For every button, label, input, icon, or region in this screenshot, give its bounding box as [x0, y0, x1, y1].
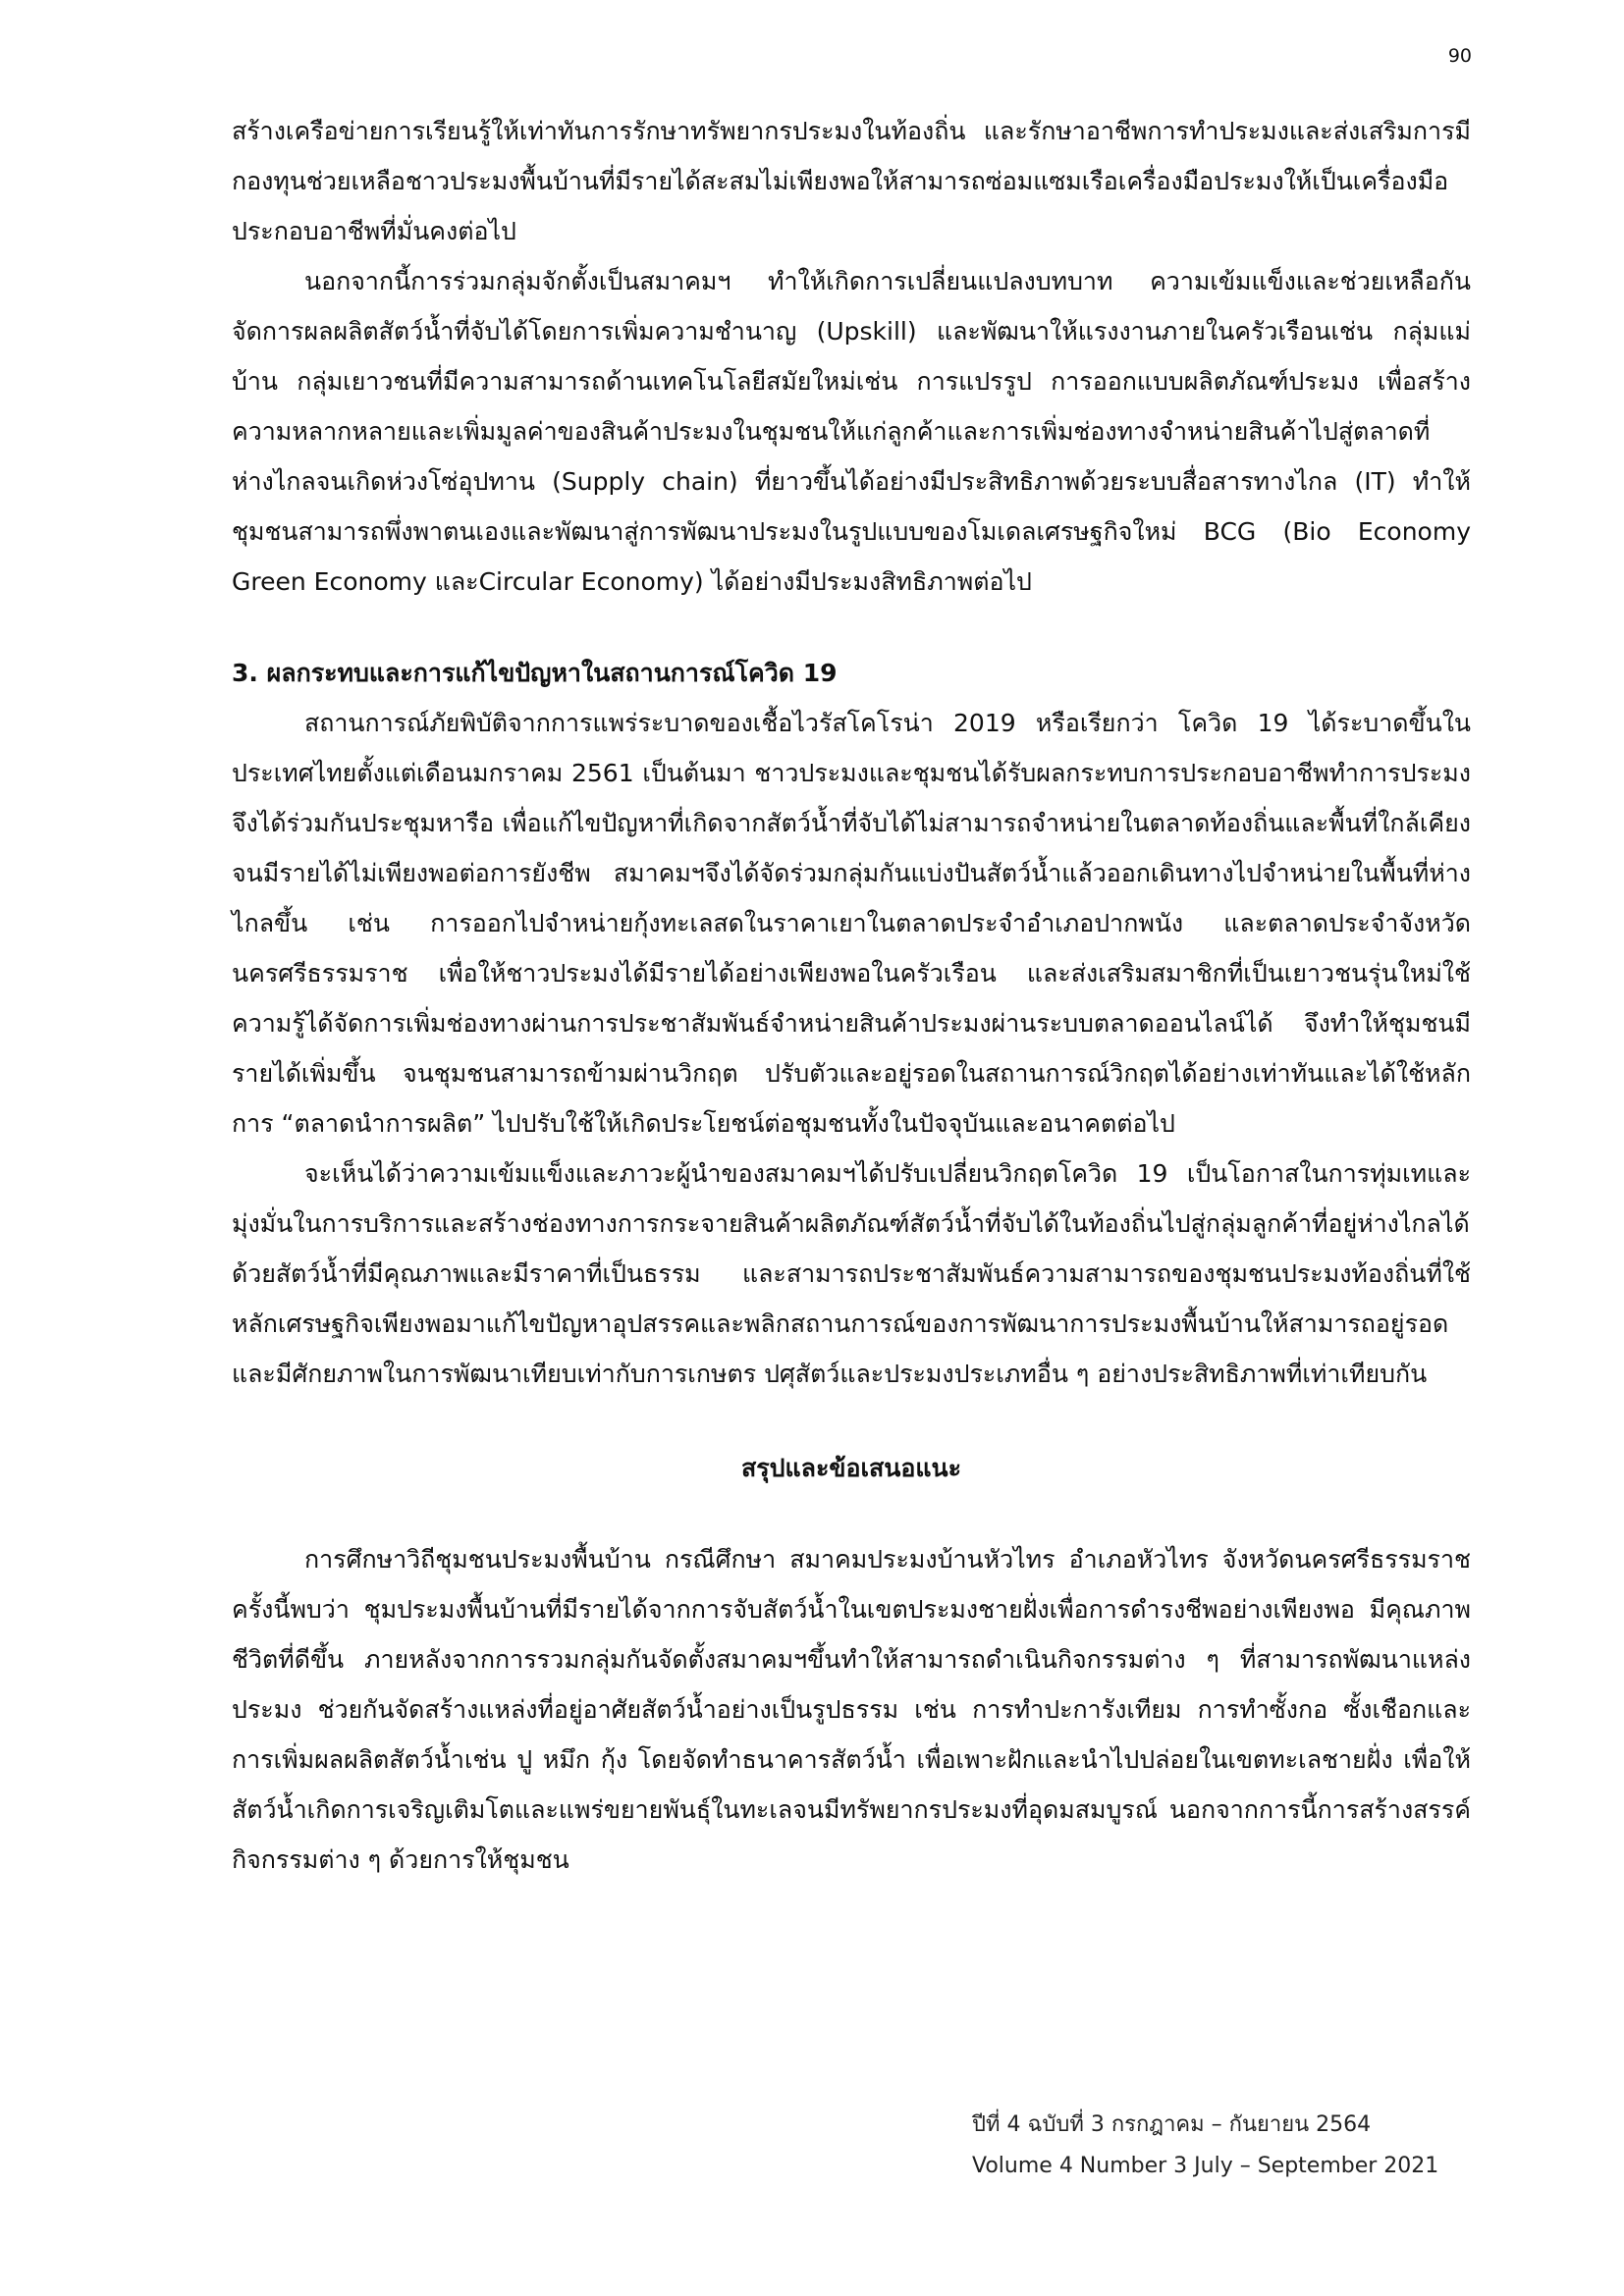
journal-footer [972, 2105, 1438, 2187]
paragraph-summary: การศึกษาวิถีชุมชนประมงพื้นบ้าน กรณีศึกษา สมาคมประมงบ้านหัวไทร อำเภอหัวไทร จังหวัดนครศรีธรรมราช ครั้งนี้พบว่า ชุมประมงพื้นบ้านที่มีรายได้จากการจับสัตว์น้ำในเขตประมงชายฝั่งเพื่อการดำรงชีพอย่างเพียงพอ มีคุณภาพชีวิตที่ดีขึ้น ภายหลังจากการรวมกลุ่มกันจัดตั้งสมาคมฯขึ้นทำให้สามารถดำเนินกิจกรรมต่าง ๆ ที่สามารถพัฒนาแหล่งประมง ช่วยกันจัดสร้างแหล่งที่อยู่อาศัยสัตว์น้ำอย่างเป็นรูปธรรม เช่น การทำปะการังเทียม การทำซั้งกอ ซั้งเชือกและการเพิ่มผลผลิตสัตว์น้ำเช่น ปู หมึก กุ้ง โดยจัดทำธนาคารสัตว์น้ำ เพื่อเพาะฝักและนำไปปล่อยในเขตทะเลชายฝั่ง เพื่อให้สัตว์น้ำเกิดการเจริญเติมโตและแพร่ขยายพันธุ์ในทะเลจนมีทรัพยากรประมงที่อุดมสมบูรณ์ นอกจากการนี้การสร้างสรรค์กิจกรรมต่าง ๆ ด้วยการให้ชุมชน [232, 1545, 1471, 1874]
page-number: 90 [1447, 45, 1472, 67]
paragraph-covid-opportunity: จะเห็นได้ว่าความเข้มแข็งและภาวะผู้นำของสมาคมฯได้ปรับเปลี่ยนวิกฤตโควิด 19 เป็นโอกาสในการทุ่มเทและมุ่งมั่นในการบริการและสร้างช่องทางการกระจายสินค้าผลิตภัณฑ์สัตว์น้ำที่จับได้ในท้องถิ่นไปสู่กลุ่มลูกค้าที่อยู่ห่างไกลได้ด้วยสัตว์น้ำที่มีคุณภาพและมีราคาที่เป็นธรรม และสามารถประชาสัมพันธ์ความสามารถของชุมชนประมงท้องถิ่นที่ใช้ หลักเศรษฐกิจเพียงพอมาแก้ไขปัญหาอุปสรรคและพลิกสถานการณ์ของการพัฒนาการประมงพื้นบ้านให้สามารถอยู่รอดและมีศักยภาพในการพัฒนาเทียบเท่ากับการเกษตร ปศุสัตว์และประมงประเภทอื่น ๆ อย่างประสิทธิภาพที่เท่าเทียบกัน [232, 1159, 1471, 1388]
paragraph-continuation: สร้างเครือข่ายการเรียนรู้ให้เท่าทันการรักษาทรัพยากรประมงในท้องถิ่น และรักษาอาชีพการทำประมงและส่งเสริมการมีกองทุนช่วยเหลือชาวประมงพื้นบ้านที่มีรายได้สะสมไม่เพียงพอให้สามารถซ่อมแซมเรือเครื่องมือประมงให้เป็นเครื่องมือประกอบอาชีพที่มั่นคงต่อไป [232, 117, 1471, 245]
article-body [232, 106, 1471, 1885]
paragraph-association-role: นอกจากนี้การร่วมกลุ่มจักตั้งเป็นสมาคมฯ ทำให้เกิดการเปลี่ยนแปลงบทบาท ความเข้มแข็งและช่วยเหลือกันจัดการผลผลิตสัตว์น้ำที่จับได้โดยการเพิ่มความชำนาญ (Upskill) และพัฒนาให้แรงงานภายในครัวเรือนเช่น กลุ่มแม่บ้าน กลุ่มเยาวชนที่มีความสามารถด้านเทคโนโลยีสมัยใหม่เช่น การแปรรูป การออกแบบผลิตภัณฑ์ประมง เพื่อสร้างความหลากหลายและเพิ่มมูลค่าของสินค้าประมงในชุมชนให้แก่ลูกค้าและการเพิ่มช่องทางจำหน่ายสินค้าไปสู่ตลาดที่ห่างไกลจนเกิดห่วงโซ่อุปทาน (Supply chain) ที่ยาวขึ้นได้อย่างมีประสิทธิภาพด้วยระบบสื่อสารทางไกล (IT) ทำให้ชุมชนสามารถพึ่งพาตนเองและพัฒนาสู่การพัฒนาประมงในรูปแบบของโมเดลเศรษฐกิจใหม่ BCG (Bio Economy Green Economy และCircular Economy) ได้อย่างมีประมงสิทธิภาพต่อไป [232, 267, 1471, 596]
summary-heading: สรุปและข้อเสนอแนะ [740, 1454, 962, 1482]
footer-issue-english: Volume 4 Number 3 July – September 2021 [972, 2154, 1439, 2178]
paragraph-covid-impact: สถานการณ์ภัยพิบัติจากการแพร่ระบาดของเชื้อไวรัสโคโรน่า 2019 หรือเรียกว่า โควิด 19 ได้ระบาดขึ้นในประเทศไทยตั้งแต่เดือนมกราคม 2561 เป็นต้นมา ชาวประมงและชุมชนได้รับผลกระทบการประกอบอาชีพทำการประมงจึงได้ร่วมกันประชุมหารือ เพื่อแก้ไขปัญหาที่เกิดจากสัตว์น้ำที่จับได้ไม่สามารถจำหน่ายในตลาดท้องถิ่นและพื้นที่ใกล้เคียง จนมีรายได้ไม่เพียงพอต่อการยังชีพ สมาคมฯจึงได้จัดร่วมกลุ่มกันแบ่งปันสัตว์น้ำแล้วออกเดินทางไปจำหน่ายในพื้นที่ห่างไกลขึ้น เช่น การออกไปจำหน่ายกุ้งทะเลสดในราคาเยาในตลาดประจำอำเภอปากพนัง และตลาดประจำจังหวัดนครศรีธรรมราช เพื่อให้ชาวประมงได้มีรายได้อย่างเพียงพอในครัวเรือน และส่งเสริมสมาชิกที่เป็นเยาวชนรุ่นใหม่ใช้ความรู้ได้จัดการเพิ่มช่องทางผ่านการประชาสัมพันธ์จำหน่ายสินค้าประมงผ่านระบบตลาดออนไลน์ได้ จึงทำให้ชุมชนมีรายได้เพิ่มขึ้น จนชุมชนสามารถข้ามผ่านวิกฤต ปรับตัวและอยู่รอดในสถานการณ์วิกฤตได้อย่างเท่าทันและได้ใช้หลักการ “ตลาดนำการผลิต” ไปปรับใช้ให้เกิดประโยชน์ต่อชุมชนทั้งในปัจจุบันและอนาคตต่อไป [232, 709, 1471, 1138]
section-3-heading: 3. ผลกระทบและการแก้ไขปัญหาในสถานการณ์โควิด 19 [232, 659, 838, 687]
footer-issue-thai: ปีที่ 4 ฉบับที่ 3 กรกฎาคม – กันยายน 2564 [972, 2112, 1372, 2137]
